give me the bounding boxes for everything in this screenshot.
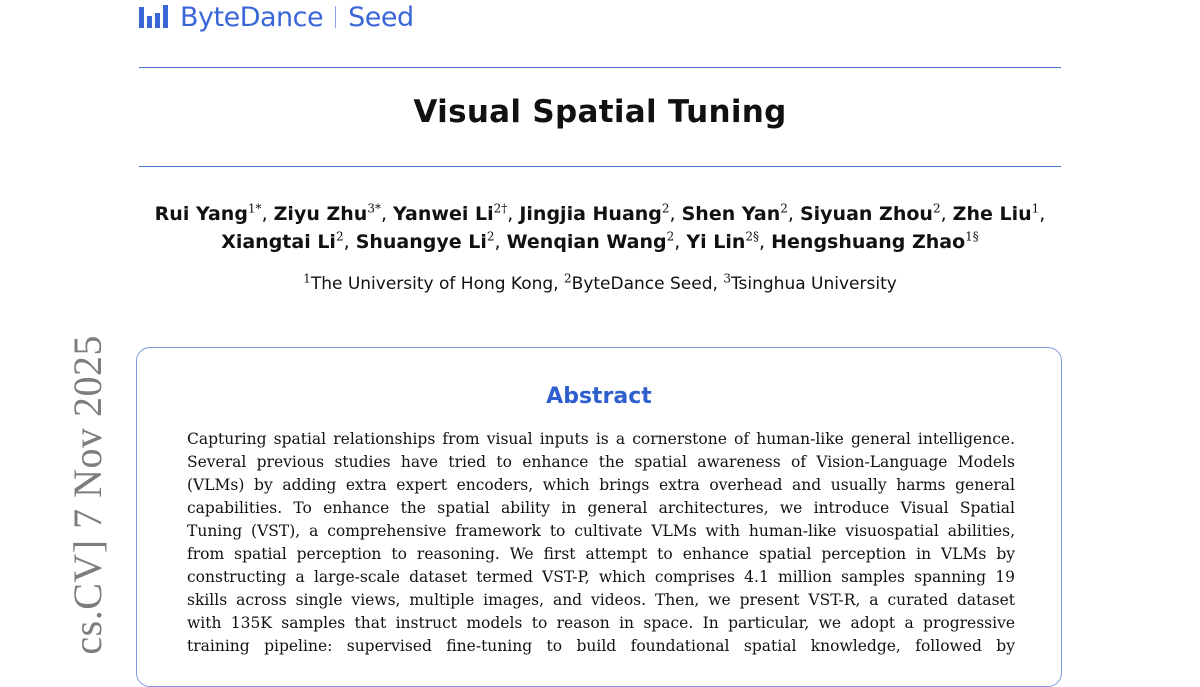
author-affiliation-mark: 2 [780,201,788,216]
abstract-line: with 135K samples that instruct models to reason in space. In particular, we adopt a progressive [187,614,1015,632]
author-list: Rui Yang$^{1*}$, Ziyu Zhu$^{3*}$, Yanwei $Li^{2\dagger}$, Jingjia Huang$^2$, Shen Yan$^2$, Siyuan Zhou$^2$, Zhe Liu$^1$, Xiangtai Li$^2$, Shuangye Li$^2$, Wenqian Wang$^2$, Yi Lin$^{2\S}$, Hengshuang Zhao$^{1\S}$ [154,201,1046,253]
abstract-heading: Abstract [546,384,652,409]
author-name: Ziyu Zhu [273,203,368,225]
author-affiliation-mark: 3* [367,201,381,216]
author-affiliation-mark: 1 [1031,201,1040,216]
abstract-line: training pipeline: supervised fine-tuning to build foundational spatial knowledge, followed by [187,637,1015,655]
affiliations: $^1$The University of Hong Kong, $^2$ByteDance Seed, $^3$Tsinghua University [303,271,897,294]
author-name: Siyuan Zhou [799,203,933,225]
author-affiliation-mark: 2 [335,229,344,244]
arxiv-stamp-text: cs.CV] 7 Nov 2025 [65,335,110,655]
author-name: Rui Yang [154,203,248,225]
author-affiliation-mark: 1§ [965,229,979,244]
author-name: Hengshuang Zhao [771,231,966,253]
author-name: Jingjia Huang [519,203,662,225]
abstract-line: constructing a large-scale dataset termed VST-P, which comprises 4.1 million samples spanning 19 [187,568,1015,586]
abstract-line: skills across single views, multiple images, and videos. Then, we present VST-R, a curated dataset [187,591,1015,609]
author-affiliation-mark: 2 [486,229,495,244]
abstract-line: capabilities. To enhance the spatial ability in general architectures, we introduce Visual Spatial [187,499,1015,517]
abstract-box [136,347,1062,687]
abstract-line: Capturing spatial relationships from visual inputs is a cornerstone of human-like general intelligence. [187,430,1015,448]
author-name: Wenqian Wang [506,231,667,253]
brand-sub: Seed [348,1,414,33]
affiliation-name: Tsinghua University [730,274,897,294]
brand-name: ByteDance [180,1,324,33]
affiliation-number: 2 [564,271,572,286]
bar-chart-logo-icon [138,4,172,30]
affiliation-number: 3 [723,271,731,286]
brand-divider [335,6,336,28]
bytedance-seed-logo [138,0,414,34]
abstract-body [187,428,1015,658]
author-affiliation-mark: 2† [493,201,508,216]
author-name: Shuangye Li [355,231,487,253]
author-name: Yi Lin [686,231,746,253]
paper-title: Visual Spatial Tuning [413,94,787,130]
abstract-line: (VLMs) by adding extra expert encoders, which brings extra overhead and usually harms general [187,476,1015,494]
abstract-line: Several previous studies have tried to enhance the spatial awareness of Vision-Language Models [187,453,1015,471]
title-rule [139,166,1061,167]
top-rule [139,67,1061,68]
author-affiliation-mark: 1* [247,201,262,216]
abstract-line: from spatial perception to reasoning. We first attempt to enhance spatial perception in VLMs by [187,545,1015,563]
arxiv-stamp [28,335,110,655]
affiliation-name: ByteDance Seed [571,274,713,294]
author-name: Xiangtai Li [221,231,336,253]
author-name: Zhe Liu [952,203,1032,225]
abstract-line: Tuning (VST), a comprehensive framework to cultivate VLMs with human-like visuospatial abilities, [187,522,1015,540]
affiliation-name: The University of Hong Kong [310,274,554,294]
affiliation-number: 1 [303,271,311,286]
author-affiliation-mark: 2§ [745,229,760,244]
author-name: Shen Yan [681,203,781,225]
author-affiliation-mark: 2 [661,201,670,216]
author-name: Yanwei Li [393,203,494,225]
author-affiliation-mark: 2 [932,201,941,216]
author-affiliation-mark: 2 [666,229,675,244]
